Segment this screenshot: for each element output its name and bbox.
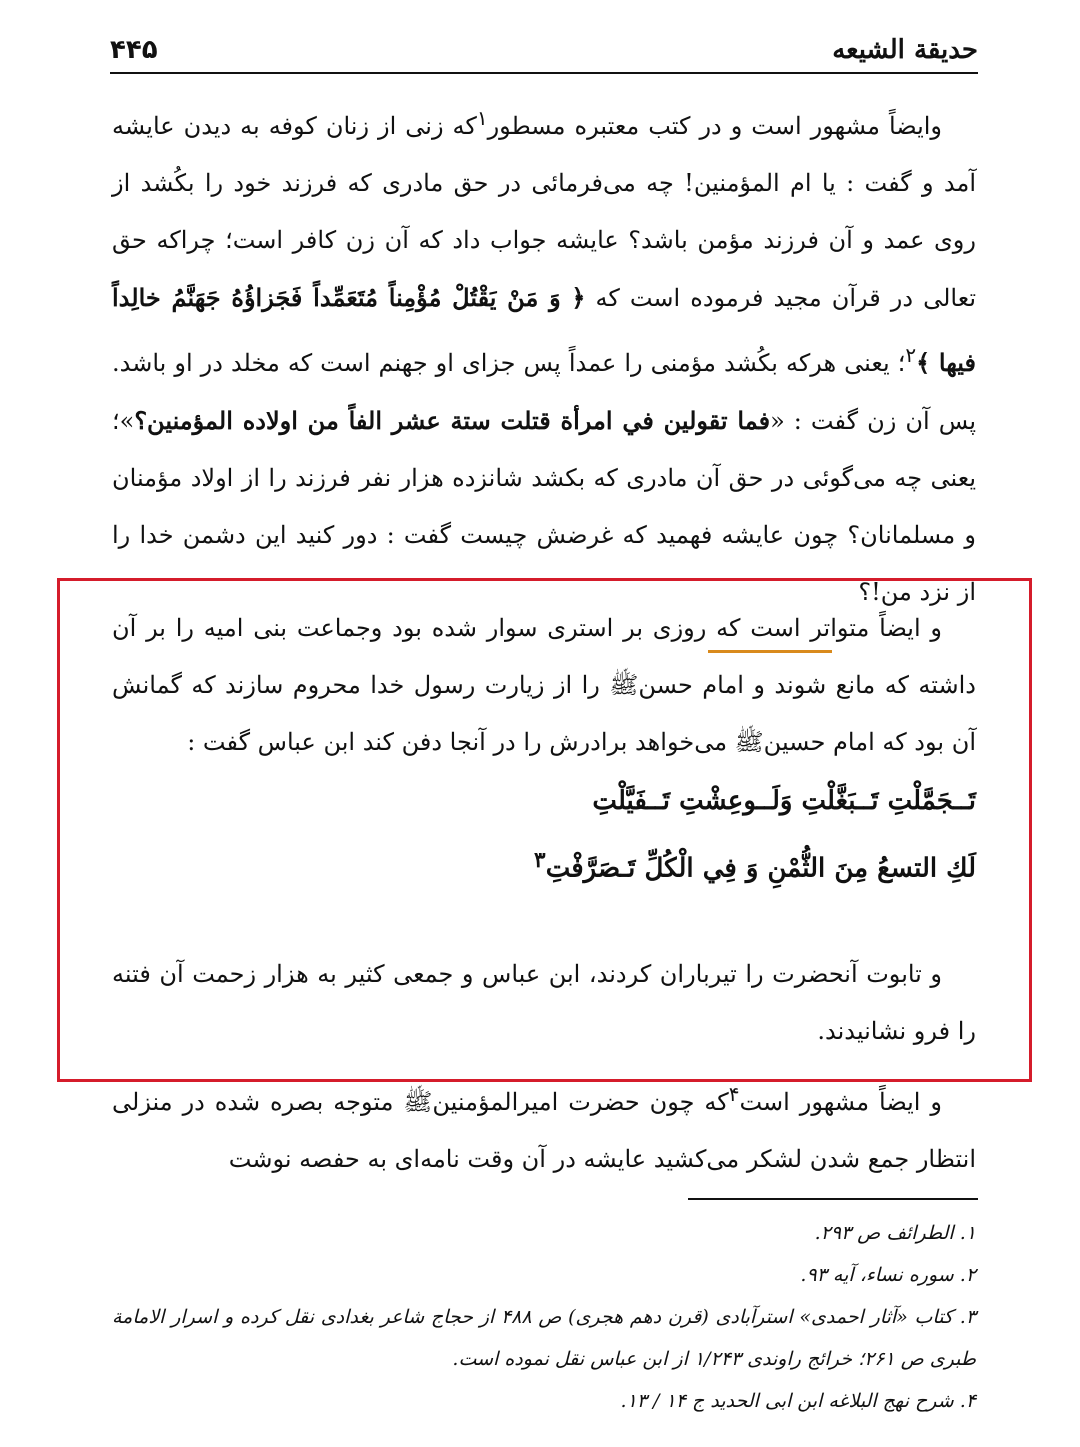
footnote-4: ۴. شرح نهج البلاغه ابن ابی الحدید ج ۱۴ / ۱۳. bbox=[620, 1390, 976, 1412]
page-number: ۴۴۵ bbox=[110, 35, 158, 65]
footnotes bbox=[112, 1212, 976, 1422]
footnote-1: ۱. الطرائف ص ۲۹۳. bbox=[814, 1222, 976, 1244]
arabic-question: فما تقولين في امرأة قتلت ستة عشر الفاً من اولاده المؤمنين؟ bbox=[134, 406, 771, 435]
underlined-phrase: متواتر است bbox=[750, 614, 870, 642]
footnote-rule bbox=[688, 1198, 978, 1200]
paragraph-4 bbox=[112, 1066, 976, 1188]
footnote-ref-4: ۴ bbox=[728, 1082, 740, 1106]
paragraph-3-text: و تابوت آنحضرت را تیرباران کردند، ابن عباس و جمعی کثیر به هزار زحمت آن فتنه را فرو نشانیدند. bbox=[112, 960, 976, 1045]
footnote-2: ۲. سوره نساء، آیه ۹۳. bbox=[800, 1264, 976, 1286]
paragraph-1-text-c: ؛ یعنی هرکه بکُشد مؤمنی را عمداً پس جزای او جهنم است که مخلد در او باشد. پس آن زن گفت : « bbox=[112, 349, 976, 435]
poem-line-2-text: لَكِ التسعُ مِنَ الثُّمْنِ وَ فِي الْكُلِّ تَـصَرَّفْتِ bbox=[545, 853, 976, 884]
footnote-ref-1: ۱ bbox=[476, 106, 488, 130]
paragraph-2-text-a: و ایضاً bbox=[869, 614, 942, 642]
footnote-3: ۳. کتاب «آثار احمدی» استرآبادی (قرن دهم هجری) ص ۴۸۸ از حجاج شاعر بغدادی نقل کرده و اسرار الامامة طبری ص ۲۶۱؛ خرائج راوندی ۱/۲۴۳ از ابن عباس نقل نموده است. bbox=[112, 1306, 977, 1370]
paragraph-1-text-a: وایضاً مشهور است و در کتب معتبره مسطور bbox=[487, 112, 943, 140]
paragraph-3 bbox=[112, 946, 976, 1060]
running-title: حديقة الشيعه bbox=[832, 35, 978, 65]
poem-line-2 bbox=[112, 831, 976, 899]
paragraph-2 bbox=[112, 600, 976, 899]
footnote-ref-2: ۲ bbox=[905, 343, 917, 367]
paragraph-1-text-b: که زنی از زنان کوفه به دیدن عایشه آمد و گفت : یا ام المؤمنین! چه می‌فرمائی در حق مادری که فرزند خود را بکُشد از روی عمد و آن فرزند مؤمن باشد؟ عایشه جواب داد که آن زن کافر است؛ چراکه حق تعالی در قرآن مجید فرموده است که bbox=[112, 112, 976, 312]
quran-verse: ﴿ وَ مَنْ يَقْتُلْ مُؤْمِناً مُتَعَمِّداً فَجَزاؤُهُ جَهَنَّمُ خالِداً فيها ﴾ bbox=[112, 283, 976, 377]
page-header bbox=[110, 26, 978, 74]
header-rule bbox=[110, 72, 978, 74]
paragraph-2-text-b: که روزی بر استری سوار شده بود وجماعت بنی امیه را بر آن داشته که مانع شوند و امام حسنﷺ را از زیارت رسول خدا محروم سازند که گمانش آن بود که امام حسینﷺ می‌خواهد برادرش را در آنجا دفن کند ابن عباس گفت : bbox=[112, 614, 976, 756]
paragraph-4-text-b: که چون حضرت امیرالمؤمنینﷺ متوجه بصره شده در منزلی انتظار جمع شدن لشکر می‌کشید عایشه در آن وقت نامه‌ای به حفصه نوشت bbox=[112, 1088, 976, 1173]
footnote-ref-3: ۳ bbox=[534, 848, 546, 873]
underline-mark bbox=[708, 650, 832, 653]
paragraph-1-text-d: »؛ یعنی چه می‌گوئی در حق آن مادری که بکشد شانزده هزار نفر فرزند را از اولاد مؤمنان و مسلمانان؟ چون عایشه فهمید که غرضش چیست گفت : دور کنید این دشمن خدا را از نزد من!؟ bbox=[112, 407, 976, 606]
paragraph-4-text-a: و ایضاً مشهور است bbox=[739, 1088, 942, 1116]
paragraph-1 bbox=[112, 90, 976, 621]
poem-line-1: تَــجَمَّلْتِ تَــبَغَّلْتِ وَلَــوعِشْتِ تَــفَيَّلْتِ bbox=[592, 786, 976, 816]
